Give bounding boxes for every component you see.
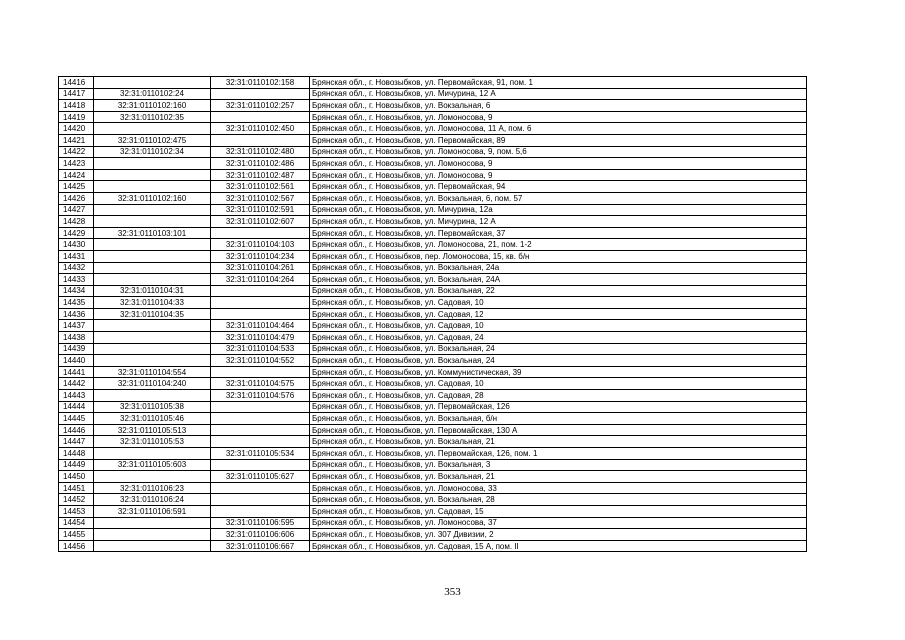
row-number-cell: 14435	[59, 297, 94, 309]
table-row	[59, 123, 807, 135]
premises-cadastral-number-cell: 32:31:0110104:576	[211, 390, 310, 402]
premises-cadastral-number-cell: 32:31:0110105:627	[211, 471, 310, 483]
cadastral-number-cell	[94, 239, 211, 251]
table-row	[59, 390, 807, 402]
table-row	[59, 239, 807, 251]
premises-cadastral-number-cell: 32:31:0110102:450	[211, 123, 310, 135]
premises-cadastral-number-cell	[211, 459, 310, 471]
cadastral-number-cell	[94, 77, 211, 89]
table-row	[59, 181, 807, 193]
table-row	[59, 216, 807, 228]
address-cell: Брянская обл., г. Новозыбков, ул. Коммунистическая, 39	[310, 366, 807, 378]
table-row	[59, 505, 807, 517]
table-row	[59, 100, 807, 112]
address-cell: Брянская обл., г. Новозыбков, ул. Ломоносова, 9, пом. 5,6	[310, 146, 807, 158]
address-cell: Брянская обл., г. Новозыбков, ул. Вокзальная, 21	[310, 471, 807, 483]
premises-cadastral-number-cell	[211, 505, 310, 517]
row-number-cell: 14448	[59, 448, 94, 460]
row-number-cell: 14431	[59, 250, 94, 262]
table-row	[59, 308, 807, 320]
address-cell: Брянская обл., г. Новозыбков, ул. Первомайская, 91, пом. 1	[310, 77, 807, 89]
row-number-cell: 14428	[59, 216, 94, 228]
premises-cadastral-number-cell	[211, 297, 310, 309]
cadastral-number-cell	[94, 390, 211, 402]
address-cell: Брянская обл., г. Новозыбков, ул. Садовая, 10	[310, 320, 807, 332]
table-row	[59, 192, 807, 204]
table-row	[59, 158, 807, 170]
table-row	[59, 297, 807, 309]
address-cell: Брянская обл., г. Новозыбков, ул. Вокзальная, 24а	[310, 262, 807, 274]
premises-cadastral-number-cell: 32:31:0110104:575	[211, 378, 310, 390]
cadastral-number-cell: 32:31:0110102:24	[94, 88, 211, 100]
cadastral-number-cell	[94, 355, 211, 367]
premises-cadastral-number-cell: 32:31:0110105:534	[211, 448, 310, 460]
address-cell: Брянская обл., г. Новозыбков, ул. Первомайская, 37	[310, 227, 807, 239]
table-row	[59, 436, 807, 448]
address-cell: Брянская обл., г. Новозыбков, ул. Вокзальная, 24А	[310, 274, 807, 286]
cadastral-number-cell	[94, 216, 211, 228]
row-number-cell: 14451	[59, 482, 94, 494]
premises-cadastral-number-cell: 32:31:0110104:533	[211, 343, 310, 355]
row-number-cell: 14449	[59, 459, 94, 471]
address-cell: Брянская обл., г. Новозыбков, пер. Ломоносова, 15, кв. б/н	[310, 250, 807, 262]
cadastral-number-cell: 32:31:0110102:160	[94, 100, 211, 112]
premises-cadastral-number-cell: 32:31:0110104:479	[211, 332, 310, 344]
cadastral-number-cell: 32:31:0110102:34	[94, 146, 211, 158]
address-cell: Брянская обл., г. Новозыбков, ул. Ломоносова, 21, пом. 1-2	[310, 239, 807, 251]
address-cell: Брянская обл., г. Новозыбков, ул. Ломоносова, 9	[310, 111, 807, 123]
cadastral-number-cell	[94, 332, 211, 344]
address-cell: Брянская обл., г. Новозыбков, ул. Вокзальная, 24	[310, 355, 807, 367]
row-number-cell: 14421	[59, 134, 94, 146]
address-cell: Брянская обл., г. Новозыбков, ул. Садовая, 15 А, пом. II	[310, 540, 807, 552]
address-cell: Брянская обл., г. Новозыбков, ул. Мичурина, 12а	[310, 204, 807, 216]
address-cell: Брянская обл., г. Новозыбков, ул. Мичурина, 12 А	[310, 88, 807, 100]
table-row	[59, 529, 807, 541]
table-body	[59, 77, 807, 552]
row-number-cell: 14438	[59, 332, 94, 344]
premises-cadastral-number-cell: 32:31:0110102:591	[211, 204, 310, 216]
row-number-cell: 14442	[59, 378, 94, 390]
premises-cadastral-number-cell	[211, 308, 310, 320]
row-number-cell: 14426	[59, 192, 94, 204]
cadastral-number-cell: 32:31:0110105:513	[94, 424, 211, 436]
premises-cadastral-number-cell	[211, 111, 310, 123]
premises-cadastral-number-cell	[211, 494, 310, 506]
table-row	[59, 204, 807, 216]
address-cell: Брянская обл., г. Новозыбков, ул. Первомайская, 126	[310, 401, 807, 413]
address-cell: Брянская обл., г. Новозыбков, ул. 307 Дивизии, 2	[310, 529, 807, 541]
address-cell: Брянская обл., г. Новозыбков, ул. Вокзальная, 28	[310, 494, 807, 506]
table-row	[59, 262, 807, 274]
cadastral-number-cell	[94, 529, 211, 541]
row-number-cell: 14416	[59, 77, 94, 89]
table-row	[59, 88, 807, 100]
address-cell: Брянская обл., г. Новозыбков, ул. Ломоносова, 11 А, пом. 6	[310, 123, 807, 135]
cadastral-number-cell: 32:31:0110102:35	[94, 111, 211, 123]
table-row	[59, 366, 807, 378]
table-row	[59, 77, 807, 89]
cadastral-number-cell: 32:31:0110102:160	[94, 192, 211, 204]
table-row	[59, 320, 807, 332]
premises-cadastral-number-cell: 32:31:0110102:158	[211, 77, 310, 89]
row-number-cell: 14443	[59, 390, 94, 402]
row-number-cell: 14425	[59, 181, 94, 193]
row-number-cell: 14436	[59, 308, 94, 320]
premises-cadastral-number-cell	[211, 134, 310, 146]
property-table	[58, 76, 807, 552]
row-number-cell: 14423	[59, 158, 94, 170]
cadastral-number-cell	[94, 471, 211, 483]
table-row	[59, 332, 807, 344]
table-row	[59, 250, 807, 262]
table-row	[59, 355, 807, 367]
premises-cadastral-number-cell: 32:31:0110106:606	[211, 529, 310, 541]
address-cell: Брянская обл., г. Новозыбков, ул. Вокзальная, 6	[310, 100, 807, 112]
premises-cadastral-number-cell	[211, 366, 310, 378]
table-row	[59, 401, 807, 413]
cadastral-number-cell	[94, 250, 211, 262]
cadastral-number-cell: 32:31:0110105:603	[94, 459, 211, 471]
address-cell: Брянская обл., г. Новозыбков, ул. Ломоносова, 9	[310, 158, 807, 170]
table-row	[59, 424, 807, 436]
address-cell: Брянская обл., г. Новозыбков, ул. Садовая, 24	[310, 332, 807, 344]
premises-cadastral-number-cell: 32:31:0110104:264	[211, 274, 310, 286]
address-cell: Брянская обл., г. Новозыбков, ул. Первомайская, 89	[310, 134, 807, 146]
cadastral-number-cell: 32:31:0110106:591	[94, 505, 211, 517]
row-number-cell: 14434	[59, 285, 94, 297]
cadastral-number-cell: 32:31:0110104:33	[94, 297, 211, 309]
address-cell: Брянская обл., г. Новозыбков, ул. Вокзальная, 3	[310, 459, 807, 471]
premises-cadastral-number-cell: 32:31:0110104:234	[211, 250, 310, 262]
row-number-cell: 14446	[59, 424, 94, 436]
address-cell: Брянская обл., г. Новозыбков, ул. Ломоносова, 37	[310, 517, 807, 529]
address-cell: Брянская обл., г. Новозыбков, ул. Садовая, 28	[310, 390, 807, 402]
cadastral-number-cell: 32:31:0110106:23	[94, 482, 211, 494]
address-cell: Брянская обл., г. Новозыбков, ул. Вокзальная, 6, пом. 57	[310, 192, 807, 204]
row-number-cell: 14450	[59, 471, 94, 483]
cadastral-number-cell: 32:31:0110104:554	[94, 366, 211, 378]
table-row	[59, 134, 807, 146]
cadastral-number-cell	[94, 274, 211, 286]
address-cell: Брянская обл., г. Новозыбков, ул. Садовая, 15	[310, 505, 807, 517]
row-number-cell: 14419	[59, 111, 94, 123]
table-row	[59, 111, 807, 123]
premises-cadastral-number-cell: 32:31:0110102:480	[211, 146, 310, 158]
cadastral-number-cell: 32:31:0110104:240	[94, 378, 211, 390]
premises-cadastral-number-cell	[211, 424, 310, 436]
cadastral-number-cell	[94, 262, 211, 274]
row-number-cell: 14440	[59, 355, 94, 367]
row-number-cell: 14441	[59, 366, 94, 378]
table-row	[59, 448, 807, 460]
cadastral-number-cell: 32:31:0110102:475	[94, 134, 211, 146]
premises-cadastral-number-cell	[211, 285, 310, 297]
table-row	[59, 227, 807, 239]
cadastral-number-cell: 32:31:0110105:53	[94, 436, 211, 448]
premises-cadastral-number-cell	[211, 436, 310, 448]
row-number-cell: 14447	[59, 436, 94, 448]
cadastral-number-cell: 32:31:0110106:24	[94, 494, 211, 506]
row-number-cell: 14432	[59, 262, 94, 274]
address-cell: Брянская обл., г. Новозыбков, ул. Садовая, 12	[310, 308, 807, 320]
premises-cadastral-number-cell: 32:31:0110102:561	[211, 181, 310, 193]
row-number-cell: 14424	[59, 169, 94, 181]
premises-cadastral-number-cell	[211, 227, 310, 239]
premises-cadastral-number-cell: 32:31:0110102:487	[211, 169, 310, 181]
table-row	[59, 413, 807, 425]
premises-cadastral-number-cell	[211, 401, 310, 413]
cadastral-number-cell	[94, 123, 211, 135]
premises-cadastral-number-cell: 32:31:0110106:595	[211, 517, 310, 529]
cadastral-number-cell	[94, 320, 211, 332]
table-row	[59, 482, 807, 494]
premises-cadastral-number-cell: 32:31:0110104:103	[211, 239, 310, 251]
address-cell: Брянская обл., г. Новозыбков, ул. Вокзальная, 21	[310, 436, 807, 448]
row-number-cell: 14418	[59, 100, 94, 112]
cadastral-number-cell	[94, 517, 211, 529]
address-cell: Брянская обл., г. Новозыбков, ул. Вокзальная, б/н	[310, 413, 807, 425]
cadastral-number-cell: 32:31:0110104:35	[94, 308, 211, 320]
address-cell: Брянская обл., г. Новозыбков, ул. Ломоносова, 9	[310, 169, 807, 181]
cadastral-number-cell: 32:31:0110104:31	[94, 285, 211, 297]
address-cell: Брянская обл., г. Новозыбков, ул. Первомайская, 126, пом. 1	[310, 448, 807, 460]
table-row	[59, 459, 807, 471]
premises-cadastral-number-cell: 32:31:0110102:607	[211, 216, 310, 228]
cadastral-number-cell: 32:31:0110103:101	[94, 227, 211, 239]
table-row	[59, 517, 807, 529]
page-number: 353	[444, 586, 461, 598]
premises-cadastral-number-cell: 32:31:0110104:464	[211, 320, 310, 332]
cadastral-number-cell	[94, 448, 211, 460]
address-cell: Брянская обл., г. Новозыбков, ул. Первомайская, 130 А	[310, 424, 807, 436]
premises-cadastral-number-cell: 32:31:0110102:257	[211, 100, 310, 112]
premises-cadastral-number-cell	[211, 88, 310, 100]
row-number-cell: 14437	[59, 320, 94, 332]
row-number-cell: 14430	[59, 239, 94, 251]
cadastral-number-cell	[94, 540, 211, 552]
row-number-cell: 14445	[59, 413, 94, 425]
table-row	[59, 146, 807, 158]
cadastral-number-cell	[94, 169, 211, 181]
row-number-cell: 14454	[59, 517, 94, 529]
premises-cadastral-number-cell: 32:31:0110104:261	[211, 262, 310, 274]
premises-cadastral-number-cell: 32:31:0110102:567	[211, 192, 310, 204]
table-row	[59, 471, 807, 483]
row-number-cell: 14453	[59, 505, 94, 517]
cadastral-number-cell	[94, 343, 211, 355]
table-row	[59, 378, 807, 390]
cadastral-number-cell: 32:31:0110105:46	[94, 413, 211, 425]
premises-cadastral-number-cell: 32:31:0110106:667	[211, 540, 310, 552]
table-row	[59, 343, 807, 355]
row-number-cell: 14417	[59, 88, 94, 100]
row-number-cell: 14456	[59, 540, 94, 552]
cadastral-number-cell	[94, 158, 211, 170]
row-number-cell: 14427	[59, 204, 94, 216]
row-number-cell: 14429	[59, 227, 94, 239]
table-row	[59, 169, 807, 181]
cadastral-number-cell: 32:31:0110105:38	[94, 401, 211, 413]
address-cell: Брянская обл., г. Новозыбков, ул. Мичурина, 12 А	[310, 216, 807, 228]
address-cell: Брянская обл., г. Новозыбков, ул. Садовая, 10	[310, 297, 807, 309]
table-row	[59, 494, 807, 506]
row-number-cell: 14422	[59, 146, 94, 158]
address-cell: Брянская обл., г. Новозыбков, ул. Вокзальная, 24	[310, 343, 807, 355]
table-row	[59, 274, 807, 286]
cadastral-number-cell	[94, 181, 211, 193]
premises-cadastral-number-cell: 32:31:0110104:552	[211, 355, 310, 367]
row-number-cell: 14433	[59, 274, 94, 286]
cadastral-number-cell	[94, 204, 211, 216]
address-cell: Брянская обл., г. Новозыбков, ул. Ломоносова, 33	[310, 482, 807, 494]
row-number-cell: 14455	[59, 529, 94, 541]
premises-cadastral-number-cell: 32:31:0110102:486	[211, 158, 310, 170]
row-number-cell: 14452	[59, 494, 94, 506]
premises-cadastral-number-cell	[211, 413, 310, 425]
table-row	[59, 285, 807, 297]
address-cell: Брянская обл., г. Новозыбков, ул. Первомайская, 94	[310, 181, 807, 193]
table-row	[59, 540, 807, 552]
row-number-cell: 14439	[59, 343, 94, 355]
premises-cadastral-number-cell	[211, 482, 310, 494]
row-number-cell: 14444	[59, 401, 94, 413]
address-cell: Брянская обл., г. Новозыбков, ул. Вокзальная, 22	[310, 285, 807, 297]
address-cell: Брянская обл., г. Новозыбков, ул. Садовая, 10	[310, 378, 807, 390]
row-number-cell: 14420	[59, 123, 94, 135]
